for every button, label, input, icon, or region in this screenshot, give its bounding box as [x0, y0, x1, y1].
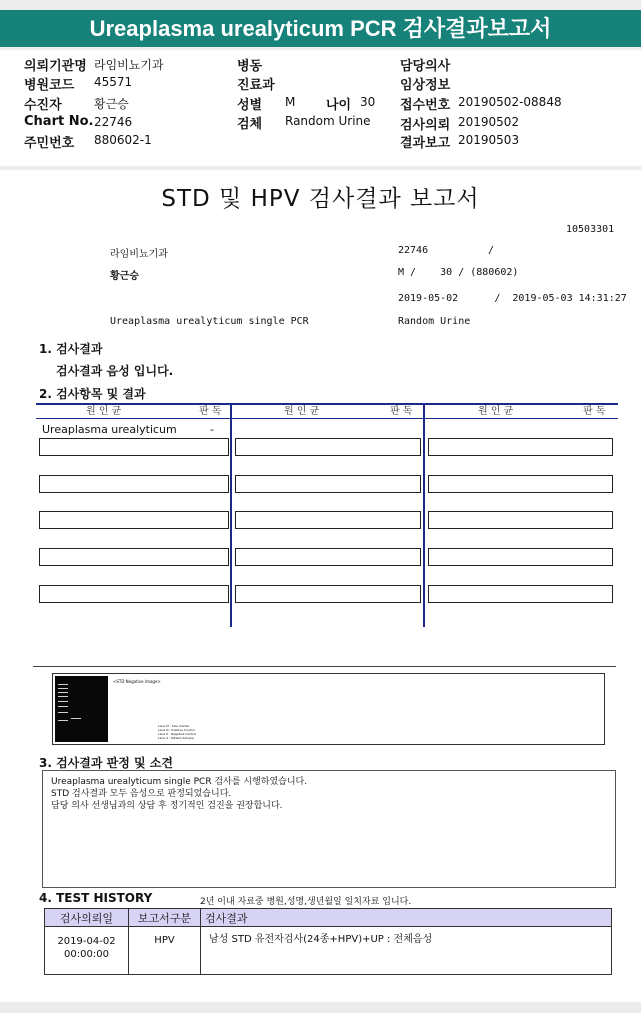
report-specimen: Random Urine [398, 316, 471, 327]
report-dates: 2019-05-02 / 2019-05-03 14:31:27 [398, 293, 627, 304]
gel-legend-item: Lane P : Negative Control [158, 732, 197, 736]
result-column-divider [230, 405, 232, 627]
report-label: 결과보고 [400, 136, 451, 151]
table-row[interactable] [45, 927, 612, 975]
sex-label: 성별 [237, 98, 263, 113]
institution-label: 의뢰기관명 [24, 59, 87, 74]
opinion-box [42, 770, 616, 888]
row1-pathogen: Ureaplasma urealyticum [42, 423, 177, 436]
result-cell [39, 438, 229, 456]
gel-title: <STD Negative Image> [113, 679, 161, 684]
history-col-result: 검사결과 [201, 909, 612, 927]
result-cell [428, 438, 613, 456]
result-cell [39, 475, 229, 493]
resident-label: 주민번호 [24, 136, 75, 151]
chart-label: Chart No. [24, 114, 94, 129]
gel-electrophoresis-image [55, 676, 108, 742]
header-judgement-1: 판 독 [199, 406, 222, 417]
hospital-code-label: 병원코드 [24, 78, 75, 93]
history-date: 2019-04-02 [57, 936, 116, 947]
report-banner-title: Ureaplasma urealyticum PCR 검사결과보고서 [0, 10, 641, 47]
report-test-name: Ureaplasma urealyticum single PCR [110, 316, 309, 327]
specimen-label: 검체 [237, 117, 263, 132]
result-table-header [36, 403, 618, 419]
opinion-line: Ureaplasma urealyticum single PCR 검사를 시행하였습니다. [51, 777, 308, 787]
header-pathogen-2: 원 인 균 [284, 406, 320, 417]
header-pathogen-3: 원 인 균 [478, 406, 514, 417]
report-sex-age: M / 30 / (880602) [398, 267, 519, 278]
report-chart-no: 22746 [398, 245, 429, 256]
report-title: STD 및 HPV 검사결과 보고서 [161, 186, 480, 212]
result-cell [428, 511, 613, 529]
age-value: 30 [360, 95, 376, 109]
result-cell [39, 585, 229, 603]
opinion-line: 담당 의사 선생님과의 상담 후 정기적인 검진을 권장합니다. [51, 801, 283, 811]
section4-title: 4. TEST HISTORY [39, 891, 153, 905]
request-value: 20190502 [458, 115, 520, 129]
specimen-value: Random Urine [285, 114, 371, 128]
header-judgement-3: 판 독 [583, 406, 606, 417]
department-label: 진료과 [237, 78, 275, 93]
gel-legend-item: Lane M : Size marker [158, 724, 190, 728]
opinion-line: STD 검사결과 모두 음성으로 판정되었습니다. [51, 789, 232, 799]
sex-value: M [285, 95, 296, 109]
result-cell [39, 548, 229, 566]
doctor-label: 담당의사 [400, 59, 451, 74]
institution-value: 라임비뇨기과 [94, 58, 164, 72]
result-column-divider [423, 405, 425, 627]
result-cell [428, 548, 613, 566]
result-cell [428, 585, 613, 603]
accession-value: 20190502-08848 [458, 95, 562, 109]
age-label: 나이 [326, 98, 352, 113]
report-sheet [0, 170, 641, 1002]
divider-line [33, 666, 616, 667]
resident-value: 880602-1 [94, 133, 152, 147]
section1-result: 검사결과 음성 입니다. [56, 364, 174, 378]
result-cell [39, 511, 229, 529]
chart-value: 22746 [94, 115, 133, 129]
accession-label: 접수번호 [400, 98, 451, 113]
section3-title: 3. 검사결과 판정 및 소견 [39, 756, 173, 770]
hospital-code-value: 45571 [94, 75, 133, 89]
report-value: 20190503 [458, 133, 520, 147]
gel-legend-item: Lane N : Positive Control [158, 728, 195, 732]
examinee-label: 수진자 [24, 98, 62, 113]
report-patient: 황근승 [110, 271, 139, 282]
gel-image-panel [52, 673, 605, 745]
result-cell [235, 475, 421, 493]
ward-label: 병동 [237, 59, 263, 74]
history-time: 00:00:00 [64, 949, 109, 960]
result-cell [235, 511, 421, 529]
header-pathogen-1: 원 인 균 [86, 406, 122, 417]
row1-result: - [210, 423, 214, 436]
history-note: 2년 이내 자료중 병원,성명,생년월일 일치자료 입니다. [200, 897, 412, 907]
header-info [0, 50, 641, 166]
history-result: 남성 STD 유전자검사(24종+HPV)+UP : 전체음성 [201, 927, 612, 975]
history-header-row [45, 909, 612, 927]
report-clinic: 라임비뇨기과 [110, 249, 168, 260]
result-cell [235, 548, 421, 566]
gel-legend-item: Lane S : Patient Sample [158, 736, 194, 740]
header-judgement-2: 판 독 [390, 406, 413, 417]
section1-title: 1. 검사결과 [39, 342, 103, 356]
report-code: 10503301 [566, 224, 615, 235]
clinical-label: 임상정보 [400, 78, 451, 93]
history-table [44, 908, 612, 975]
history-col-date: 검사의뢰일 [45, 909, 129, 927]
examinee-value: 황근승 [94, 97, 129, 111]
history-col-type: 보고서구분 [129, 909, 201, 927]
result-cell [428, 475, 613, 493]
history-type: HPV [129, 927, 201, 975]
result-cell [235, 585, 421, 603]
result-cell [235, 438, 421, 456]
section2-title: 2. 검사항목 및 결과 [39, 387, 146, 401]
request-label: 검사의뢰 [400, 118, 451, 133]
report-chart-sep: / [488, 245, 495, 256]
